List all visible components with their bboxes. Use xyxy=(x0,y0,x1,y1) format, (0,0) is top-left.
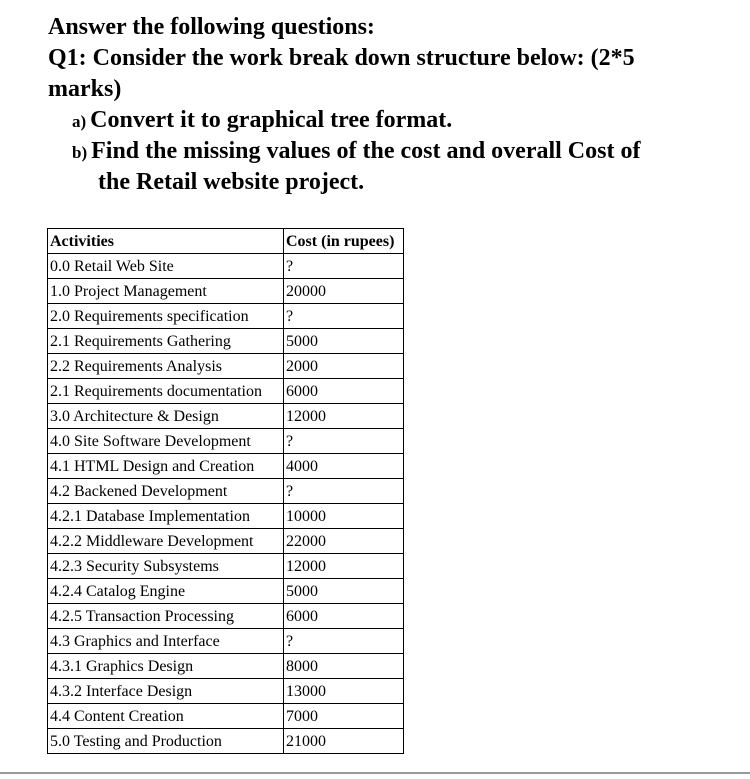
table-row xyxy=(48,504,404,529)
table-row xyxy=(48,279,404,304)
activity-cell: 2.2 Requirements Analysis xyxy=(48,354,284,379)
table-row xyxy=(48,329,404,354)
table-row xyxy=(48,604,404,629)
cost-cell: 5000 xyxy=(284,329,404,354)
bottom-divider xyxy=(0,772,750,774)
table-row xyxy=(48,554,404,579)
subquestion-a xyxy=(72,105,452,137)
cost-cell: ? xyxy=(284,304,404,329)
table-header-row xyxy=(48,229,404,254)
table-row xyxy=(48,254,404,279)
activity-cell: 4.0 Site Software Development xyxy=(48,429,284,454)
subquestion-a-marker: a) xyxy=(72,112,87,131)
activity-cell: 4.2.3 Security Subsystems xyxy=(48,554,284,579)
activity-cell: 4.3.1 Graphics Design xyxy=(48,654,284,679)
header-cost: Cost (in rupees) xyxy=(284,229,404,254)
table-row xyxy=(48,479,404,504)
activity-cell: 2.1 Requirements documentation xyxy=(48,379,284,404)
activity-cell: 2.0 Requirements specification xyxy=(48,304,284,329)
activity-cell: 4.1 HTML Design and Creation xyxy=(48,454,284,479)
activity-cell: 4.2 Backened Development xyxy=(48,479,284,504)
activity-cell: 4.3.2 Interface Design xyxy=(48,679,284,704)
table-row xyxy=(48,454,404,479)
table-row xyxy=(48,354,404,379)
cost-cell: 4000 xyxy=(284,454,404,479)
activity-cell: 4.4 Content Creation xyxy=(48,704,284,729)
table-row xyxy=(48,579,404,604)
table-row xyxy=(48,379,404,404)
table-row xyxy=(48,429,404,454)
cost-cell: 6000 xyxy=(284,604,404,629)
activity-cell: 4.2.2 Middleware Development xyxy=(48,529,284,554)
activity-cell: 4.2.1 Database Implementation xyxy=(48,504,284,529)
cost-cell: 22000 xyxy=(284,529,404,554)
cost-cell: 5000 xyxy=(284,579,404,604)
activity-cell: 4.2.5 Transaction Processing xyxy=(48,604,284,629)
activity-cell: 5.0 Testing and Production xyxy=(48,729,284,754)
cost-cell: 8000 xyxy=(284,654,404,679)
heading-line-1: Answer the following questions: xyxy=(48,14,375,40)
subquestion-a-text: Convert it to graphical tree format. xyxy=(90,107,453,133)
activity-cell: 4.2.4 Catalog Engine xyxy=(48,579,284,604)
cost-cell: 21000 xyxy=(284,729,404,754)
table-row xyxy=(48,654,404,679)
cost-cell: ? xyxy=(284,479,404,504)
heading-line-2: Q1: Consider the work break down structure below: (2*5 xyxy=(48,45,635,71)
table-row xyxy=(48,679,404,704)
activity-cell: 2.1 Requirements Gathering xyxy=(48,329,284,354)
table-row xyxy=(48,529,404,554)
table-row xyxy=(48,304,404,329)
table-row xyxy=(48,729,404,754)
cost-cell: ? xyxy=(284,629,404,654)
question-heading xyxy=(48,12,738,105)
table-body xyxy=(48,254,404,754)
wbs-table xyxy=(47,228,404,754)
activity-cell: 3.0 Architecture & Design xyxy=(48,404,284,429)
cost-cell: 12000 xyxy=(284,404,404,429)
header-activities: Activities xyxy=(48,229,284,254)
cost-cell: 12000 xyxy=(284,554,404,579)
table-row xyxy=(48,629,404,654)
table-row xyxy=(48,404,404,429)
activity-cell: 0.0 Retail Web Site xyxy=(48,254,284,279)
cost-cell: 6000 xyxy=(284,379,404,404)
cost-cell: 20000 xyxy=(284,279,404,304)
heading-line-3: marks) xyxy=(48,76,122,102)
cost-cell: 13000 xyxy=(284,679,404,704)
cost-cell: 10000 xyxy=(284,504,404,529)
activity-cell: 4.3 Graphics and Interface xyxy=(48,629,284,654)
cost-cell: ? xyxy=(284,429,404,454)
subquestion-b xyxy=(72,136,640,168)
subquestion-b-marker: b) xyxy=(72,143,88,162)
subquestion-b-text: Find the missing values of the cost and overall Cost of xyxy=(91,138,641,164)
activity-cell: 1.0 Project Management xyxy=(48,279,284,304)
table-row xyxy=(48,704,404,729)
cost-cell: 7000 xyxy=(284,704,404,729)
subquestion-b-continuation: the Retail website project. xyxy=(98,169,365,195)
cost-cell: ? xyxy=(284,254,404,279)
cost-cell: 2000 xyxy=(284,354,404,379)
